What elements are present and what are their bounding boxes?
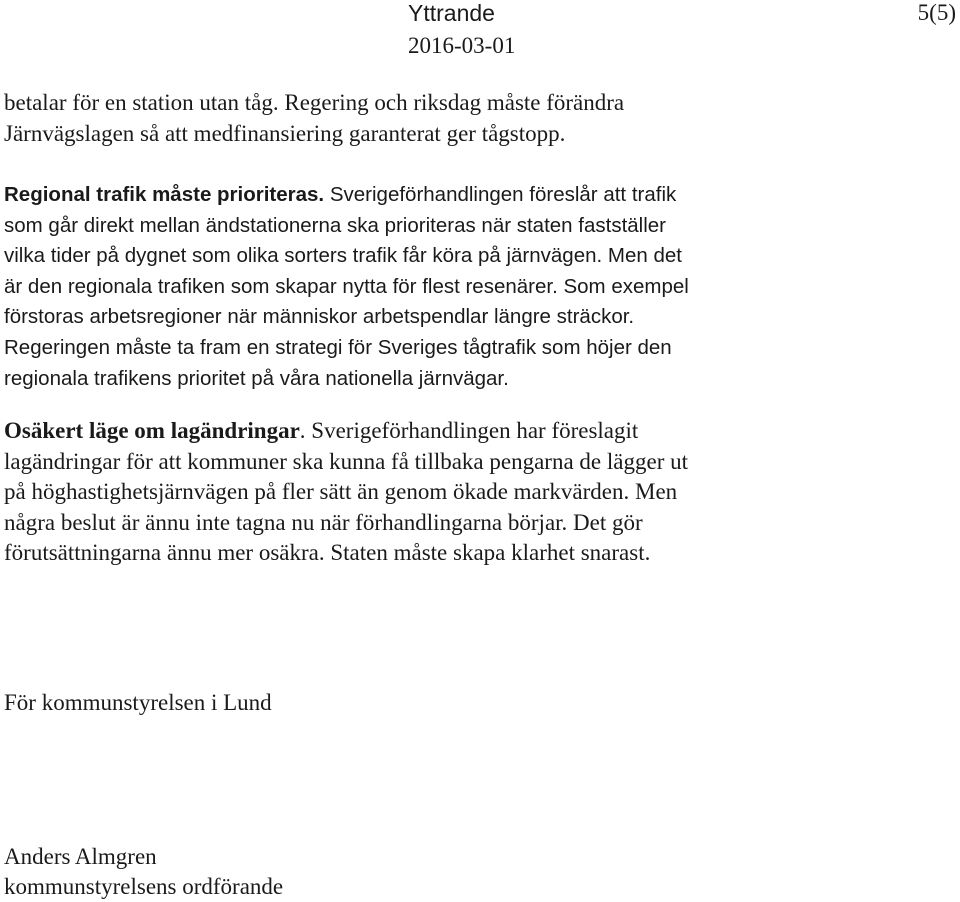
signer-role: kommunstyrelsens ordförande	[4, 874, 284, 899]
paragraph-line: några beslut är ännu inte tagna nu när förhandlingarna börjar. Det gör	[4, 509, 643, 535]
paragraph-line: som går direkt mellan ändstationerna ska prioriteras när staten fastställer	[4, 213, 667, 237]
paragraph-heading: Osäkert läge om lagändringar	[4, 418, 300, 443]
signoff-text: För kommunstyrelsen i Lund	[4, 690, 272, 715]
paragraph-line: är den regionala trafiken som skapar nytta för flest resenärer. Som exempel	[4, 274, 689, 298]
paragraph-regional-traffic	[4, 180, 954, 394]
paragraph-line: Järnvägslagen så att medfinansiering garanterat ger tågstopp.	[4, 120, 566, 146]
paragraph-line: förstoras arbetsregioner när människor arbetspendlar längre sträckor.	[4, 305, 635, 329]
paragraph-first-line	[4, 416, 954, 447]
paragraph-heading: Regional trafik måste prioriteras.	[4, 183, 325, 206]
paragraph-line: förutsättningarna ännu mer osäkra. Staten måste skapa klarhet snarast.	[4, 540, 651, 565]
document-type-title: Yttrande	[408, 0, 495, 26]
paragraph-line: vilka tider på dygnet som olika sorters trafik får köra på järnvägen. Men det	[4, 244, 682, 268]
paragraph-first-line	[4, 180, 954, 211]
paragraph-line-rest: Sverigeförhandlingen föreslår att trafik	[324, 183, 677, 206]
paragraph-line: regionala trafikens prioritet på våra nationella järnvägar.	[4, 366, 509, 390]
page-number: 5(5)	[917, 0, 956, 25]
paragraph-legal-changes	[4, 416, 954, 569]
document-date: 2016-03-01	[408, 33, 516, 58]
paragraph-line: lagändringar för att kommuner ska kunna få tillbaka pengarna de lägger ut	[4, 448, 688, 474]
paragraph-station-funding	[4, 88, 954, 149]
paragraph-line-rest: . Sverigeförhandlingen har föreslagit	[299, 418, 639, 443]
signature-block	[4, 842, 283, 902]
signer-name: Anders Almgren	[4, 844, 157, 869]
paragraph-line: Regeringen måste ta fram en strategi för Sveriges tågtrafik som höjer den	[4, 335, 672, 359]
paragraph-line: på höghastighetsjärnvägen på fler sätt än genom ökade markvärden. Men	[4, 479, 678, 504]
paragraph-line: betalar för en station utan tåg. Regering och riksdag måste förändra	[4, 90, 625, 115]
